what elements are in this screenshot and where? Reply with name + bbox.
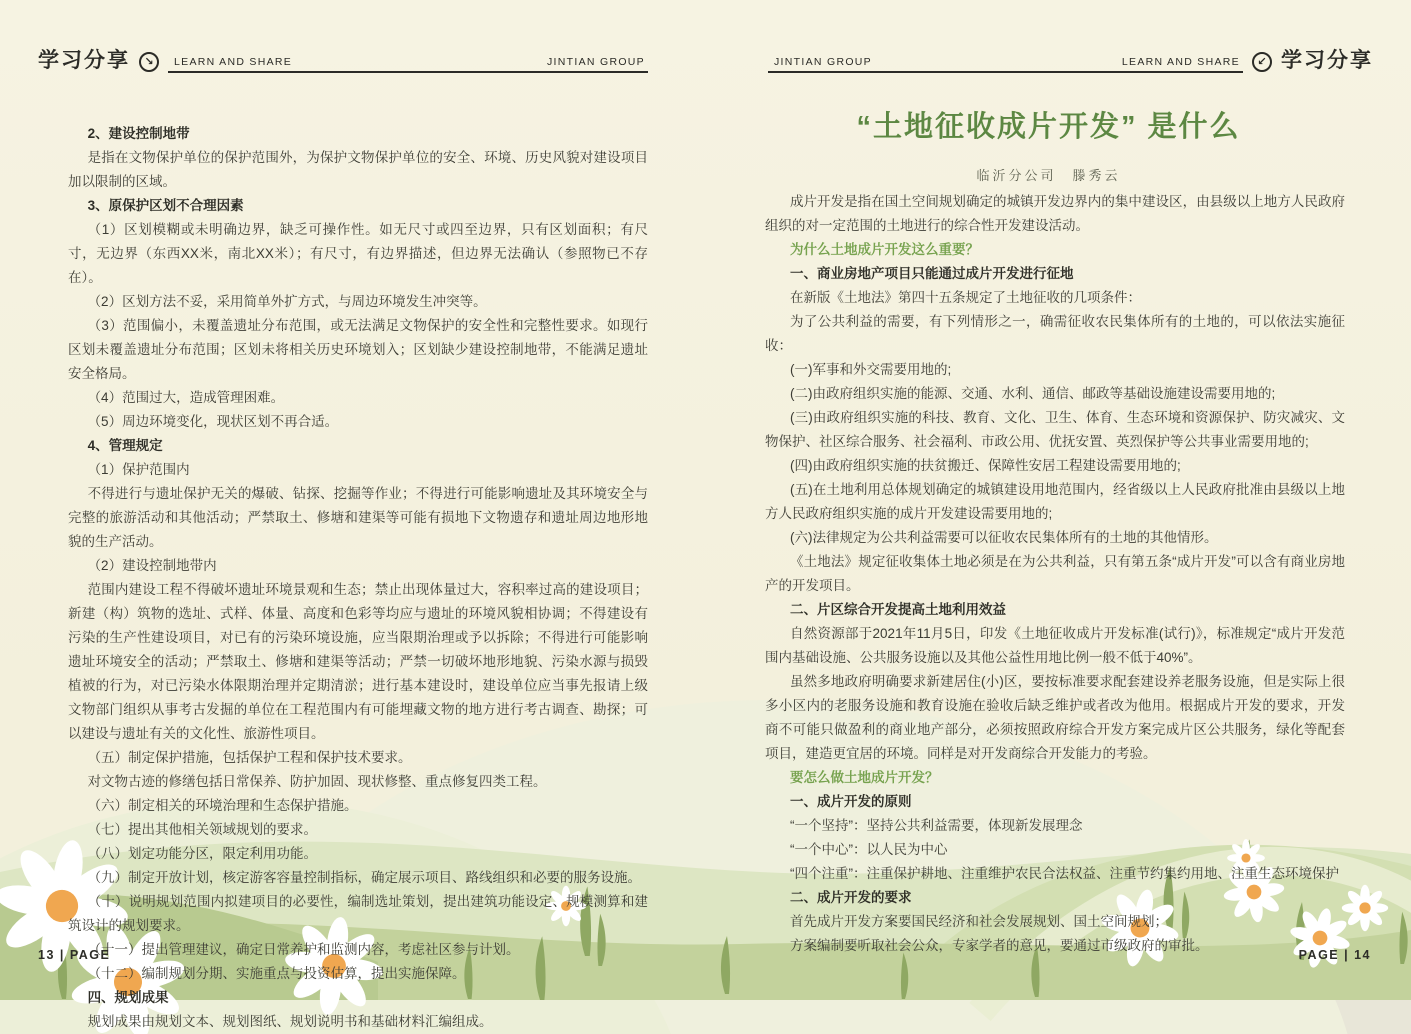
paragraph: （3）范围偏小，未覆盖遗址分布范围，或无法满足文物保护的安全性和完整性要求。如现行区划未覆盖遗址分布范围；区划未将相关历史环境划入；区划缺少建设控制地带，不能满足遗址安全格局。 bbox=[68, 318, 648, 381]
paragraph: 《土地法》规定征收集体土地必须是在为公共利益，只有第五条“成片开发”可以含有商业房地产的开发项目。 bbox=[765, 554, 1345, 593]
circle-arrow-icon: ↙ bbox=[1252, 52, 1272, 72]
header-group-name: JINTIAN GROUP bbox=[547, 55, 645, 68]
header-title-cn: 学习分享 bbox=[38, 49, 130, 72]
paragraph: （六）制定相关的环境治理和生态保护措施。 bbox=[87, 798, 358, 813]
byline: 临沂分公司 滕秀云 bbox=[976, 168, 1121, 183]
paragraph: （2）建设控制地带内 bbox=[87, 558, 217, 573]
paragraph: （2）区划方法不妥，采用简单外扩方式，与周边环境发生冲突等。 bbox=[87, 294, 487, 309]
section-heading: 3、原保护区划不合理因素 bbox=[87, 198, 244, 213]
paragraph: 虽然多地政府明确要求新建居住(小)区，要按标准要求配套建设养老服务设施，但是实际上很多小区内的老服务设施和教育设施在验收后缺乏维护或者改为他用。根据成片开发的要求，开发商不可能只做盈利的商业地产部分，必须按照政府综合开发方案完成片区公共服务，绿化等配套项目，建造更宜居的环境。同样是对开发商综合开发能力的考验。 bbox=[765, 674, 1345, 761]
section-heading: 二、成片开发的要求 bbox=[789, 890, 912, 905]
question-heading: 为什么土地成片开发这么重要？ bbox=[789, 242, 979, 257]
paragraph: (三)由政府组织实施的科技、教育、文化、卫生、体育、生态环境和资源保护、防灾减灾、文物保护、社区综合服务、社会福利、市政公用、优抚安置、英烈保护等公共事业需要用地的; bbox=[765, 410, 1345, 449]
paragraph: “一个中心”：以人民为中心 bbox=[789, 842, 948, 857]
paragraph: (一)军事和外交需要用地的; bbox=[789, 362, 952, 377]
paragraph: （4）范围过大，造成管理困难。 bbox=[87, 390, 285, 405]
paragraph: 成片开发是指在国土空间规划确定的城镇开发边界内的集中建设区，由县级以上地方人民政府组织的对一定范围的土地进行的综合性开发建设活动。 bbox=[765, 194, 1345, 233]
page-header bbox=[768, 50, 1373, 73]
page-number: 13 | PAGE bbox=[38, 948, 111, 962]
header-title-en: LEARN AND SHARE bbox=[1121, 55, 1240, 68]
paragraph: （九）制定开放计划，核定游客容量控制指标，确定展示项目、路线组织和必要的服务设施。 bbox=[87, 870, 642, 885]
header-rule bbox=[768, 57, 1243, 74]
paragraph: （1）保护范围内 bbox=[87, 462, 190, 477]
paragraph: 范围内建设工程不得破坏遗址环境景观和生态；禁止出现体量过大，容积率过高的建设项目；新建（构）筑物的选址、式样、体量、高度和色彩等均应与遗址的环境风貌相协调；不得建设有污染的生产性建设项目，对已有的污染环境设施，应当限期治理或予以拆除；不得进行可能影响遗址环境安全的活动；严禁取土、修塘和建渠等活动；严禁一切破坏地形地貌、污染水源与损毁植被的行为，对已污染水体限期治理并定期清淤；进行基本建设时，建设单位应当事先报请上级文物部门组织从事考古发掘的单位在工程范围内有可能埋藏文物的地方进行考古调查、勘探；可以建设与遗址有关的文化性、旅游性项目。 bbox=[68, 582, 648, 741]
paragraph: （十二）编制规划分期、实施重点与投资估算，提出实施保障。 bbox=[87, 966, 466, 981]
page-number: PAGE | 14 bbox=[1298, 948, 1371, 962]
paragraph: 首先成片开发方案要国民经济和社会发展规划、国土空间规划； bbox=[789, 914, 1168, 929]
page-14 bbox=[706, 0, 1411, 1000]
paragraph: （1）区划模糊或未明确边界，缺乏可操作性。如无尺寸或四至边界，只有区划面积；有尺寸，无边界（东西XX米，南北XX米）；有尺寸，有边界描述，但边界无法确认（参照物已不存在）。 bbox=[68, 222, 648, 285]
paragraph: (五)在土地利用总体规划确定的城镇建设用地范围内，经省级以上人民政府批准由县级以上地方人民政府组织实施的成片开发建设需要用地的; bbox=[765, 482, 1345, 521]
page-header bbox=[38, 50, 648, 73]
paragraph: (二)由政府组织实施的能源、交通、水利、通信、邮政等基础设施建设需要用地的; bbox=[789, 386, 1276, 401]
section-heading: 二、片区综合开发提高土地利用效益 bbox=[789, 602, 1006, 617]
circle-arrow-icon: ↘ bbox=[139, 52, 159, 72]
header-rule bbox=[168, 57, 648, 74]
paragraph: 为了公共利益的需要，有下列情形之一，确需征收农民集体所有的土地的，可以依法实施征收： bbox=[765, 314, 1345, 353]
paragraph: 在新版《土地法》第四十五条规定了土地征收的几项条件： bbox=[789, 290, 1141, 305]
paragraph: （七）提出其他相关领域规划的要求。 bbox=[87, 822, 318, 837]
paragraph: (六)法律规定为公共利益需要可以征收农民集体所有的土地的其他情形。 bbox=[789, 530, 1218, 545]
article-body bbox=[765, 190, 1345, 958]
paragraph: “四个注重”：注重保护耕地、注重维护农民合法权益、注重节约集约用地、注重生态环境保护 bbox=[789, 866, 1339, 881]
paragraph: 自然资源部于2021年11月5日，印发《土地征收成片开发标准(试行)》，标准规定“成片开发范围内基础设施、公共服务设施以及其他公益性用地比例一般不低于40%”。 bbox=[765, 626, 1345, 665]
paragraph: （十一）提出管理建议，确定日常养护和监测内容，考虑社区参与计划。 bbox=[87, 942, 520, 957]
paragraph: 不得进行与遗址保护无关的爆破、钻探、挖掘等作业；不得进行可能影响遗址及其环境安全与完整的旅游活动和其他活动；严禁取土、修塘和建渠等可能有损地下文物遗存和遗址周边地形地貌的生产活动。 bbox=[68, 486, 648, 549]
section-heading: 2、建设控制地带 bbox=[87, 126, 190, 141]
section-heading: 一、商业房地产项目只能通过成片开发进行征地 bbox=[789, 266, 1074, 281]
header-title-en: LEARN AND SHARE bbox=[174, 55, 293, 68]
page-13 bbox=[0, 0, 705, 1029]
section-heading: 一、成片开发的原则 bbox=[789, 794, 912, 809]
paragraph: （5）周边环境变化，现状区划不再合适。 bbox=[87, 414, 339, 429]
paragraph: “一个坚持”：坚持公共利益需要，体现新发展理念 bbox=[789, 818, 1083, 833]
article-title: “土地征收成片开发” 是什么 bbox=[856, 111, 1241, 143]
paragraph: (四)由政府组织实施的扶贫搬迁、保障性安居工程建设需要用地的; bbox=[789, 458, 1181, 473]
question-heading: 要怎么做土地成片开发？ bbox=[789, 770, 939, 785]
paragraph: 规划成果由规划文本、规划图纸、规划说明书和基础材料汇编组成。 bbox=[87, 1014, 493, 1029]
section-heading: 四、规划成果 bbox=[87, 990, 169, 1005]
paragraph: （十）说明规划范围内拟建项目的必要性，编制选址策划，提出建筑功能设定、规模测算和建筑设计的规划要求。 bbox=[68, 894, 648, 933]
header-group-name: JINTIAN GROUP bbox=[774, 55, 872, 68]
paragraph: 方案编制要听取社会公众，专家学者的意见，要通过市级政府的审批。 bbox=[789, 938, 1209, 953]
header-title-cn: 学习分享 bbox=[1281, 49, 1373, 72]
article-body bbox=[68, 122, 648, 1034]
paragraph: 对文物古迹的修缮包括日常保养、防护加固、现状修整、重点修复四类工程。 bbox=[87, 774, 547, 789]
paragraph: 是指在文物保护单位的保护范围外，为保护文物保护单位的安全、环境、历史风貌对建设项目加以限制的区域。 bbox=[68, 150, 648, 189]
section-heading: 4、管理规定 bbox=[87, 438, 163, 453]
paragraph: （八）划定功能分区，限定利用功能。 bbox=[87, 846, 318, 861]
paragraph: （五）制定保护措施，包括保护工程和保护技术要求。 bbox=[87, 750, 412, 765]
